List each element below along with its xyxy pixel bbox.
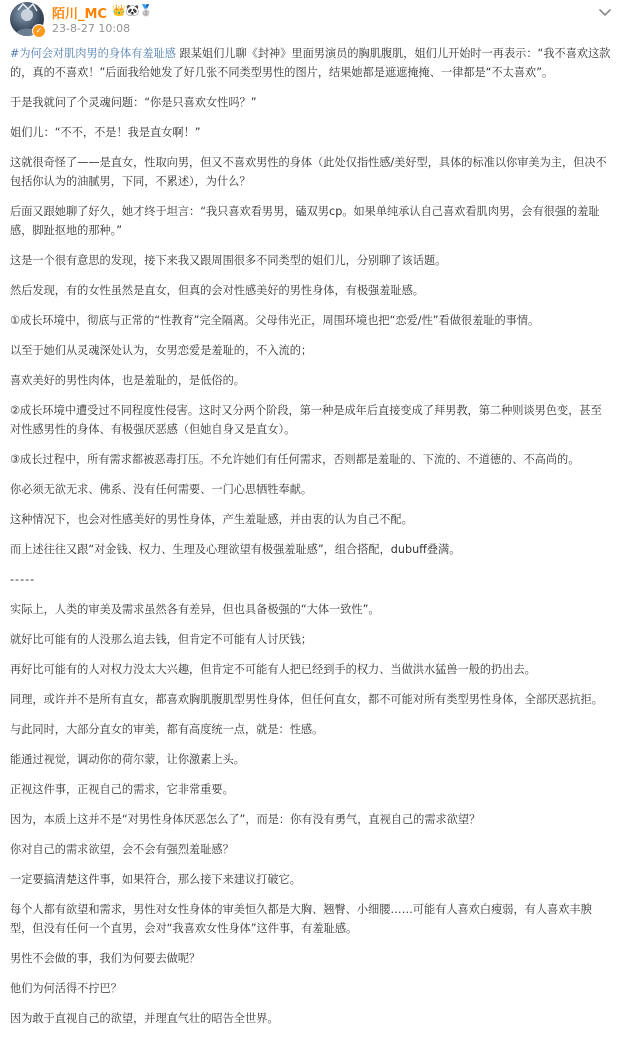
paragraph: 男性不会做的事，我们为何要去做呢？ <box>10 952 201 965</box>
paragraph: 后面又跟她聊了好久，她才终于坦言：“我只喜欢看男男，磕双男cp。如果单纯承认自己喜欢看肌肉男，会有很强的羞耻感，脚趾抠地的那种。” <box>10 205 600 237</box>
username[interactable]: 陌川_MC <box>52 7 107 22</box>
paragraph: 能通过视觉，调动你的荷尔蒙，让你激素上头。 <box>10 753 245 766</box>
paragraph: 然后发现，有的女性虽然是直女，但真的会对性感美好的男性身体，有极强羞耻感。 <box>10 284 424 297</box>
paragraph: 你必须无欲无求、佛系、没有任何需要、一门心思牺牲奉献。 <box>10 483 313 496</box>
paragraph: 因为，本质上这并不是“对男性身体厌恶怎么了”，而是：你有没有勇气，直视自己的需求欲望？ <box>10 813 481 826</box>
post-timestamp[interactable]: 23-8-27 10:08 <box>52 22 131 35</box>
paragraph: 就好比可能有的人没那么追去钱，但肯定不可能有人讨厌钱； <box>10 633 313 646</box>
paragraph: ①成长环境中，彻底与正常的“性教育”完全隔离。父母伟光正，周围环境也把“恋爱/性”看做很羞耻的事情。 <box>10 314 540 327</box>
post-header <box>0 0 620 44</box>
paragraph: 这就很奇怪了——是直女，性取向男，但又不喜欢男性的身体（此处仅指性感/美好型，具体的标准以你审美为主，但决不包括你认为的油腻男，下同，不累述），为什么？ <box>10 156 607 188</box>
paragraph: 每个人都有欲望和需求，男性对女性身体的审美恒久都是大胸、翘臀、小细腰……可能有人喜欢白瘦弱，有人喜欢丰腴型，但没有任何一个直男，会对“我喜欢女性身体”这件事，有羞耻感。 <box>10 903 592 935</box>
paragraph: ②成长环境中遭受过不同程度性侵害。这时又分两个阶段，第一种是成年后直接变成了拜男教，第二种则谈男色变，甚至对性感男性的身体、有极强厌恶感（但她自身又是直女）。 <box>10 404 602 436</box>
section-divider: ----- <box>10 573 36 586</box>
paragraph: 于是我就问了个灵魂问题：“你是只喜欢女性吗？” <box>10 96 257 109</box>
paragraph: 姐们儿：“不不，不是！我是直女啊！” <box>10 126 201 139</box>
more-options-button[interactable] <box>596 4 614 18</box>
paragraph: 喜欢美好的男性肉体，也是羞耻的，是低俗的。 <box>10 374 245 387</box>
paragraph: 因为敢于直视自己的欲望，并理直气壮的昭告全世界。 <box>10 1012 279 1025</box>
paragraph: 而上述往往又跟“对金钱、权力、生理及心理欲望有极强羞耻感”，组合搭配，dubuff叠满。 <box>10 543 461 556</box>
paragraph: 他们为何活得不拧巴？ <box>10 982 122 995</box>
hashtag-link[interactable]: #为何会对肌肉男的身体有羞耻感 <box>10 47 176 60</box>
paragraph: 同理，或许并不是所有直女，都喜欢胸肌腹肌型男性身体，但任何直女，都不可能对所有类型男性身体，全部厌恶抗拒。 <box>10 693 603 706</box>
chevron-down-icon <box>596 5 614 19</box>
paragraph: 一定要搞清楚这件事，如果符合，那么接下来建议打破它。 <box>10 873 301 886</box>
paragraph: 与此同时，大部分直女的审美，都有高度统一点，就是：性感。 <box>10 723 324 736</box>
paragraph: 这是一个很有意思的发现，接下来我又跟周围很多不同类型的姐们儿，分别聊了该话题。 <box>10 254 447 267</box>
paragraph: 以至于她们从灵魂深处认为，女男恋爱是羞耻的，不入流的； <box>10 344 313 357</box>
paragraph <box>10 44 612 82</box>
user-badges: 👑🐼🥈 <box>112 4 154 17</box>
post-body <box>10 44 612 1039</box>
paragraph: 你对自己的需求欲望，会不会有强烈羞耻感？ <box>10 843 234 856</box>
paragraph: 这种情况下，也会对性感美好的男性身体，产生羞耻感，并由衷的认为自己不配。 <box>10 513 413 526</box>
paragraph: ③成长过程中，所有需求都被恶毒打压。不允许她们有任何需求，否则都是羞耻的、下流的、不道德的、不高尚的。 <box>10 453 580 466</box>
paragraph: 正视这件事，正视自己的需求，它非常重要。 <box>10 783 234 796</box>
paragraph: 再好比可能有的人对权力没太大兴趣，但肯定不可能有人把已经到手的权力、当做洪水猛兽一般的扔出去。 <box>10 663 536 676</box>
paragraph-text: 跟某姐们儿聊《封神》里面男演员的胸肌腹肌，姐们儿开始时一再表示：“我不喜欢这款的，真的不喜欢！”后面我给她发了好几张不同类型男性的图片，结果她都是遮遮掩掩、一律都是“不太喜欢”。 <box>10 47 611 79</box>
paragraph: 实际上，人类的审美及需求虽然各有差异，但也具备极强的“大体一致性”。 <box>10 603 380 616</box>
verified-badge-icon: ✓ <box>32 24 46 38</box>
